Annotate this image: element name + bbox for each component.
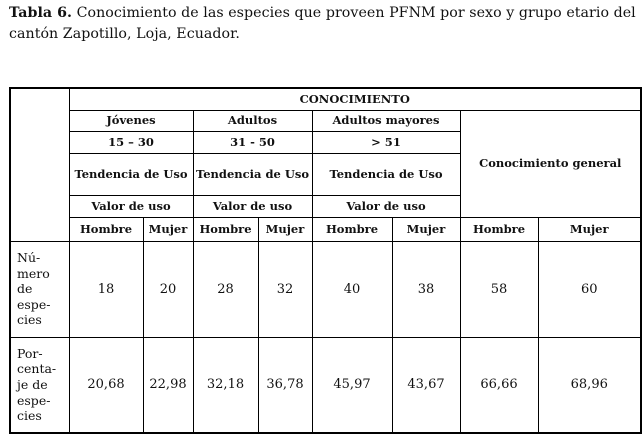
table-cell: 18 xyxy=(69,241,143,337)
column-header: Mujer xyxy=(143,217,193,241)
group-name-adults: Adultos xyxy=(193,110,312,131)
row-label-line: espe- xyxy=(17,296,51,312)
table-row xyxy=(10,337,641,433)
group-range-adults: 31 - 50 xyxy=(193,131,312,153)
group-name-youth: Jóvenes xyxy=(69,110,193,131)
row-label-species-percentage xyxy=(10,337,69,433)
super-header: CONOCIMIENTO xyxy=(69,88,641,110)
use-value-header-adults: Valor de uso xyxy=(193,195,312,217)
table-cell: 60 xyxy=(538,241,641,337)
caption-label: Tabla 6. xyxy=(9,5,73,21)
row-label-line: de xyxy=(17,281,33,297)
column-header: Mujer xyxy=(258,217,312,241)
table-cell: 40 xyxy=(312,241,392,337)
table-cell: 38 xyxy=(392,241,460,337)
row-label-line: espe- xyxy=(17,392,51,408)
table-cell: 36,78 xyxy=(258,337,312,433)
table-cell: 45,97 xyxy=(312,337,392,433)
column-header: Hombre xyxy=(460,217,538,241)
use-value-header-seniors: Valor de uso xyxy=(312,195,460,217)
table-cell: 66,66 xyxy=(460,337,538,433)
table-cell: 32 xyxy=(258,241,312,337)
row-label-line: mero xyxy=(17,265,50,281)
column-header: Hombre xyxy=(312,217,392,241)
tendency-header-seniors: Tendencia de Uso xyxy=(312,153,460,195)
row-label-line: Nú- xyxy=(17,250,41,266)
table-row xyxy=(10,241,641,337)
table-cell: 20,68 xyxy=(69,337,143,433)
knowledge-table xyxy=(9,87,642,434)
column-header: Hombre xyxy=(69,217,143,241)
caption-line-1: Conocimiento de las especies que proveen PFNM por sexo y grupo etario del xyxy=(72,5,636,21)
group-range-youth: 15 – 30 xyxy=(69,131,193,153)
column-header: Mujer xyxy=(538,217,641,241)
general-knowledge-header: Conocimiento general xyxy=(460,110,641,217)
table-cell: 68,96 xyxy=(538,337,641,433)
table-caption xyxy=(9,3,639,45)
tendency-header-adults: Tendencia de Uso xyxy=(193,153,312,195)
group-name-seniors: Adultos mayores xyxy=(312,110,460,131)
column-header: Mujer xyxy=(392,217,460,241)
row-label-line: cies xyxy=(17,408,42,424)
row-label-line: je de xyxy=(17,376,48,392)
table-cell: 58 xyxy=(460,241,538,337)
caption-line-2: cantón Zapotillo, Loja, Ecuador. xyxy=(9,26,240,42)
column-header: Hombre xyxy=(193,217,258,241)
table-cell: 43,67 xyxy=(392,337,460,433)
corner-cell xyxy=(10,88,69,241)
row-label-line: cies xyxy=(17,312,42,328)
tendency-header-youth: Tendencia de Uso xyxy=(69,153,193,195)
table-cell: 32,18 xyxy=(193,337,258,433)
row-label-species-count xyxy=(10,241,69,337)
use-value-header-youth: Valor de uso xyxy=(69,195,193,217)
table-cell: 28 xyxy=(193,241,258,337)
table-cell: 20 xyxy=(143,241,193,337)
row-label-line: centa- xyxy=(17,361,57,377)
group-range-seniors: > 51 xyxy=(312,131,460,153)
row-label-line: Por- xyxy=(17,345,43,361)
table-cell: 22,98 xyxy=(143,337,193,433)
